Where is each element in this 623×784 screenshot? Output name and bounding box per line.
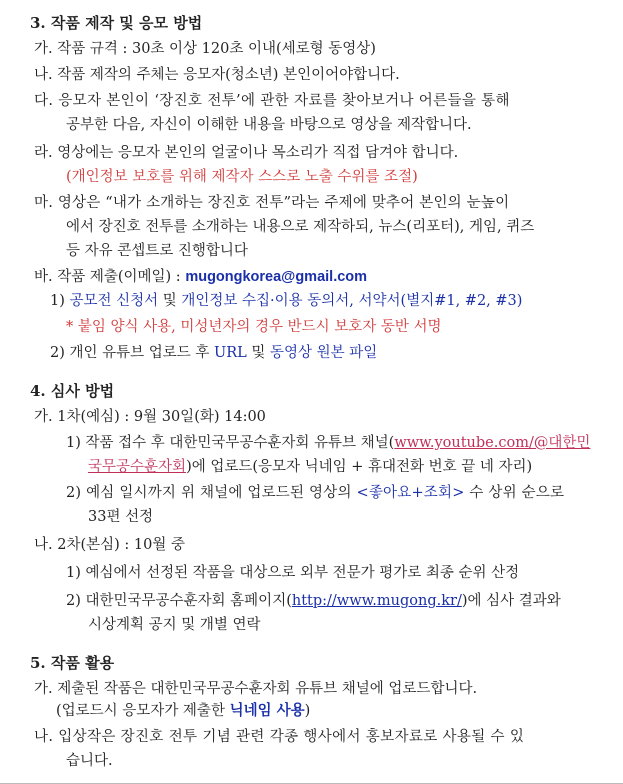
ga2-close: ) — [304, 703, 311, 719]
s3-item-da-line1: 다. 응모자 본인이 ‘장진호 전투’에 관한 자료를 찾아보거나 어른들을 통해 — [34, 93, 510, 109]
g2-text: 2) 예심 일시까지 위 채널에 업로드된 영상의 — [66, 485, 357, 501]
ga2-text: (업로드시 응모자가 제출한 — [56, 703, 230, 719]
item2-and: 및 — [246, 345, 271, 361]
s3-item-ra-note: (개인정보 보호를 위해 제작자 스스로 노출 수위를 조절) — [66, 169, 418, 185]
s3-item-ga: 가. 작품 규격 : 30초 이상 120초 이내(세로형 동영상) — [34, 41, 376, 57]
youtube-channel-link-cont[interactable]: 국무공수훈자회 — [88, 459, 187, 475]
s4-ga-item-2-line2: 33편 선정 — [88, 509, 154, 525]
s5-item-ga-line1: 가. 제출된 작품은 대한민국무공수훈자회 유튜브 채널에 업로드합니다. — [34, 681, 478, 697]
section-5-heading: 5. 작품 활용 — [30, 654, 115, 672]
s3-item-na: 나. 작품 제작의 주체는 응모자(청소년) 본인이어야합니다. — [34, 67, 400, 83]
likes-views-highlight: <좋아요+조회> — [356, 485, 465, 501]
s4-ga-item-2-line1 — [66, 483, 564, 503]
item2-text: 2) 개인 유튜브 업로드 후 — [50, 345, 214, 361]
g1-upload-text: )에 업로드(응모자 닉네임 + 휴대전화 번호 끝 네 자리) — [186, 459, 533, 475]
mugong-homepage-link[interactable]: http://www.mugong.kr/ — [291, 593, 462, 609]
n2-text: 2) 대한민국무공수훈자회 홈페이지( — [66, 593, 292, 609]
s3-item-ra-line1: 라. 영상에는 응모자 본인의 얼굴이나 목소리가 직접 담겨야 합니다. — [34, 145, 459, 161]
s3-ba-item-1 — [50, 291, 522, 311]
s3-ba-item-1-note: * 붙임 양식 사용, 미성년자의 경우 반드시 보호자 동반 서명 — [66, 319, 442, 335]
consent-forms: 개인정보 수집·이용 동의서, 서약서(별지#1, #2, #3) — [181, 293, 523, 309]
s5-item-ga-line2 — [56, 701, 310, 721]
s5-item-na-line1: 나. 입상작은 장진호 전투 기념 관련 각종 행사에서 홍보자료로 사용될 수 있 — [34, 729, 525, 745]
s4-ga-item-1-line2 — [88, 457, 532, 477]
s4-na-item-2-line2: 시상계획 공지 및 개별 연락 — [88, 617, 261, 633]
s3-item-ma-line2: 에서 장진호 전투를 소개하는 내용으로 제작하되, 뉴스(리포터), 게임, 퀴즈 — [66, 219, 535, 235]
s3-ba-item-2 — [50, 343, 377, 363]
section-4-heading: 4. 심사 방법 — [30, 382, 115, 400]
s4-na-item-1: 1) 예심에서 선정된 작품을 대상으로 외부 전문가 평가로 최종 순위 산정 — [66, 565, 520, 581]
s3-item-ma-line1: 마. 영상은 “내가 소개하는 장진호 전투”라는 주제에 맞추어 본인의 눈높이 — [34, 195, 510, 211]
g1-text: 1) 작품 접수 후 대한민국무공수훈자회 유튜브 채널( — [66, 435, 395, 451]
s3-item-da-line2: 공부한 다음, 자신이 이해한 내용을 바탕으로 영상을 제작합니다. — [66, 117, 472, 133]
s4-ga-item-1-line1 — [66, 433, 590, 453]
youtube-channel-link[interactable]: www.youtube.com/@대한민 — [394, 435, 591, 451]
s3-item-ma-line3: 등 자유 콘셉트로 진행합니다 — [66, 243, 248, 259]
item2-url: URL — [214, 345, 247, 361]
g2-rank-text: 수 상위 순으로 — [464, 485, 565, 501]
s4-item-na: 나. 2차(본심) : 10월 중 — [34, 537, 185, 553]
s4-na-item-2-line1 — [66, 591, 561, 611]
nickname-highlight: 닉네임 사용 — [229, 702, 305, 719]
application-form: 공모전 신청서 — [69, 293, 159, 309]
submission-email[interactable]: mugongkorea@gmail.com — [185, 269, 368, 285]
s4-item-ga: 가. 1차(예심) : 9월 30일(화) 14:00 — [34, 409, 266, 425]
item2-original-file: 동영상 원본 파일 — [270, 345, 378, 361]
n2-result-text: )에 심사 결과와 — [461, 593, 561, 609]
section-3-heading: 3. 작품 제작 및 응모 방법 — [30, 14, 203, 32]
s5-item-na-line2: 습니다. — [66, 753, 113, 769]
item1-number: 1) — [50, 293, 70, 309]
item1-and: 및 — [158, 293, 182, 309]
s3-item-ba — [34, 267, 367, 287]
ba-label: 바. 작품 제출(이메일) : — [34, 269, 186, 285]
